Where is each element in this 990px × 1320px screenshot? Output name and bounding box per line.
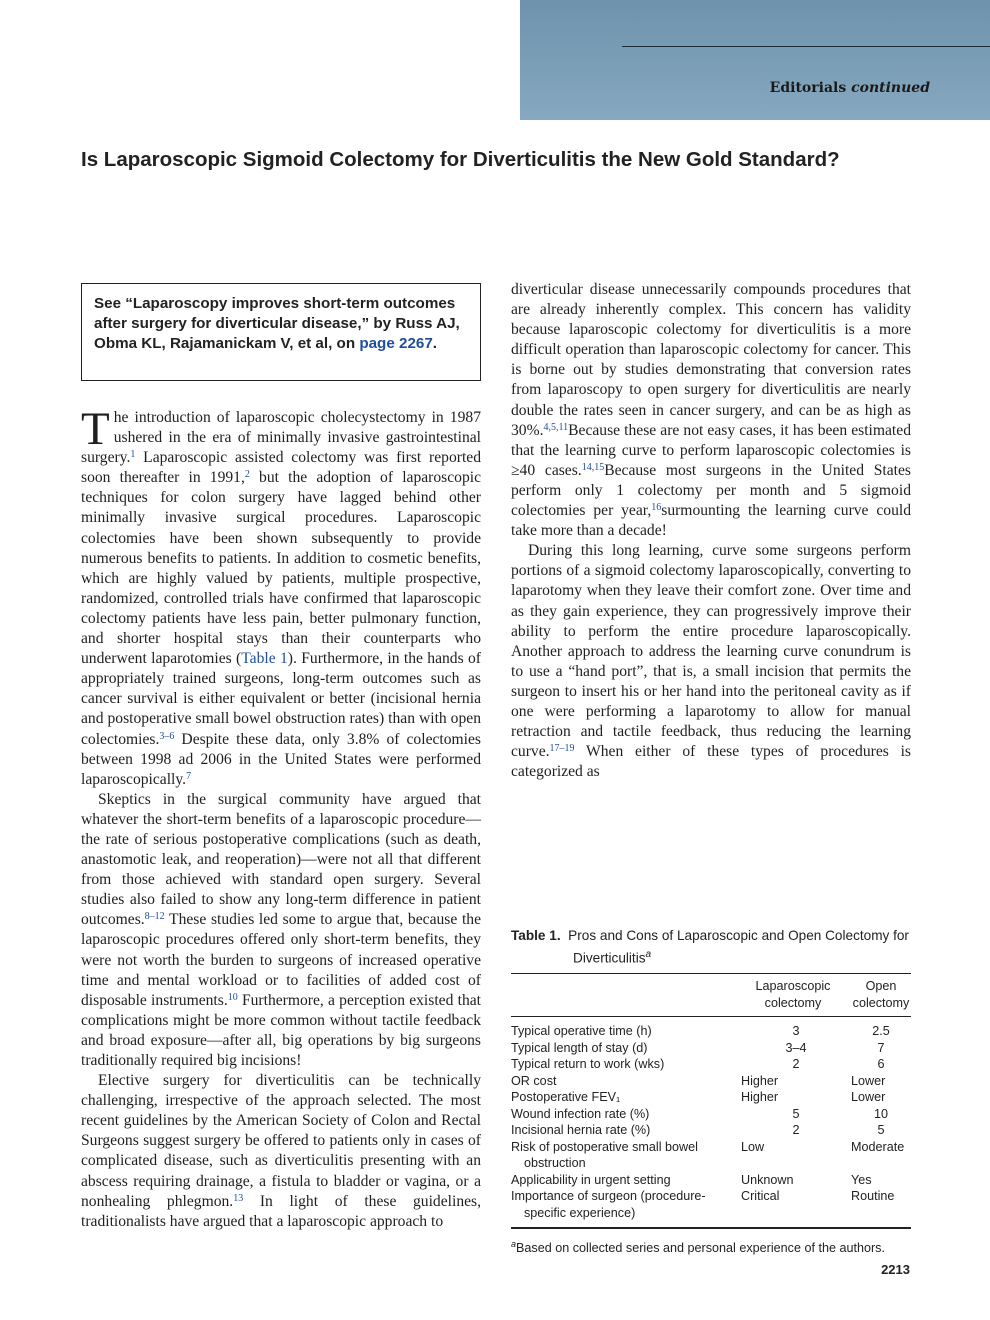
table-cell-laparoscopic: Unknown xyxy=(741,1172,794,1187)
p3-text-b: In light of these guidelines, traditionalists have argued that a laparoscopic approach to xyxy=(81,1192,481,1230)
table-row xyxy=(511,1089,911,1106)
p1-text-d: ). Furthermore, in the hands of appropriately trained surgeons, long-term outcomes such as cancer survival is either equivalent or better (incisional hernia and postoperative small bowel obstruction rates) than with open colectomies. xyxy=(81,650,481,748)
table-footnote xyxy=(511,1236,911,1256)
table-cell-label: Risk of postoperative small bowel obstruction xyxy=(511,1139,698,1171)
table-cell-label: Postoperative FEV₁ xyxy=(511,1090,621,1105)
table-cell-open: Moderate xyxy=(851,1139,905,1154)
table-cell-label: Typical operative time (h) xyxy=(511,1024,652,1039)
table-cell-open: Lower xyxy=(851,1073,886,1088)
table-cell-laparoscopic: Higher xyxy=(741,1073,779,1088)
table-row xyxy=(511,1106,911,1123)
table-row xyxy=(511,1073,911,1090)
table-cell-label: Importance of surgeon (procedure-specific experience) xyxy=(511,1189,706,1220)
p1-text-c: but the adoption of laparoscopic techniques for colon surgery have lagged behind other minimally invasive surgical procedures. Laparoscopic colectomies have been shown subsequently to provide numerous benefits to patients. In addition to cosmetic benefits, which are highly valued by patients, multiple prospective, randomized, controlled trials have confirmed that laparoscopic colectomy patients have less pain, better pulmonary function, and shorter hospital stays than their counterparts who underwent laparotomies ( xyxy=(81,469,481,668)
running-head xyxy=(770,80,930,96)
table-footnote-text: Based on collected series and personal experience of the authors. xyxy=(516,1240,885,1255)
ref-link[interactable]: 17–19 xyxy=(549,743,575,755)
table-caption xyxy=(511,926,911,968)
table-label: Table 1. xyxy=(511,928,561,943)
table-cell-open: 7 xyxy=(877,1040,885,1055)
table-cell-label: Wound infection rate (%) xyxy=(511,1106,650,1121)
table-cell-open: 6 xyxy=(877,1057,885,1072)
table-cell-laparoscopic: 5 xyxy=(792,1106,800,1121)
paragraph-4 xyxy=(511,541,911,782)
table-caption-sup: a xyxy=(645,949,652,960)
see-also-text: See “Laparoscopy improves short-term outcomes after surgery for diverticular disease,” by Russ AJ, Obma KL, Rajamanickam V, et al, on xyxy=(94,295,460,352)
paragraph-3 xyxy=(81,1071,481,1232)
table-header-open: Open colectomy xyxy=(852,979,910,1011)
right-column xyxy=(511,280,911,782)
running-head-main: Editorials xyxy=(769,80,847,96)
header-rule xyxy=(622,46,990,47)
table-row xyxy=(511,1172,911,1189)
article-title: Is Laparoscopic Sigmoid Colectomy for Diverticulitis the New Gold Standard? xyxy=(81,148,840,171)
ref-link[interactable]: 1 xyxy=(130,449,136,461)
ref-link[interactable]: 4,5,11 xyxy=(543,421,569,433)
ref-link[interactable]: 7 xyxy=(186,770,192,782)
table-body xyxy=(511,1023,911,1221)
table-row xyxy=(511,1023,911,1040)
ref-link[interactable]: 13 xyxy=(233,1192,244,1204)
see-also-page-link[interactable]: page 2267 xyxy=(359,335,433,352)
table-header-blank xyxy=(511,974,735,1016)
p3-text-a: Elective surgery for diverticulitis can be technically challenging, irrespective of the approach selected. The most recent guidelines by the American Society of Colon and Rectal Surgeons suggest surgery be offered to patients only in cases of complicated disease, such as diverticulitis presenting with an abscess requiring drainage, a fistula to bladder or vagina, or a nonhealing phlegmon. xyxy=(81,1072,481,1210)
ref-link[interactable]: 8–12 xyxy=(144,911,165,923)
p2-text-b: These studies led some to argue that, because the laparoscopic procedures offered only short-term benefits, they were not worth the burden to surgeons of increased operative time and mental workload or to facilities of added cost of disposable instruments. xyxy=(81,911,481,1009)
p1-text-b: Laparoscopic assisted colectomy was first reported soon thereafter in 1991, xyxy=(81,449,481,487)
p2-text-a: Skeptics in the surgical community have argued that whatever the short-term benefits of a laparoscopic procedure—the rate of serious postoperative complications (such as death, anastomotic leak, and reoperation)—were not all that different from those achieved with standard open surgery. Several studies also failed to show any long-term difference in patient outcomes. xyxy=(81,790,481,929)
ref-link[interactable]: 2 xyxy=(244,469,250,481)
header-band xyxy=(520,0,990,120)
paragraph-3-cont xyxy=(511,280,911,541)
table-cell-open: 2.5 xyxy=(872,1024,890,1039)
table-cell-open: 10 xyxy=(873,1106,888,1121)
table-footnote-sup: a xyxy=(511,1238,517,1249)
p3-text-c: Because these are not easy cases, it has been estimated that the learning curve to perform laparoscopic colectomies is ≥40 cases. xyxy=(511,421,911,479)
table-row xyxy=(511,1122,911,1139)
table-cell-laparoscopic: 2 xyxy=(792,1123,800,1138)
table-cell-open: Routine xyxy=(851,1189,895,1204)
drop-cap: T xyxy=(81,403,110,455)
table-cell-label: Incisional hernia rate (%) xyxy=(511,1123,651,1138)
p3-text-e: surmounting the learning curve could take more than a decade! xyxy=(511,502,911,540)
table-cell-label: Applicability in urgent setting xyxy=(511,1172,671,1187)
table-grid xyxy=(511,974,911,1221)
page-number: 2213 xyxy=(881,1262,910,1277)
left-column xyxy=(81,403,481,1232)
table-header-rule xyxy=(511,1016,911,1017)
ref-link[interactable]: 14,15 xyxy=(581,461,605,473)
p1-text-a: he introduction of laparoscopic cholecystectomy in 1987 ushered in the era of minimally invasive gastrointestinal surgery. xyxy=(81,409,481,467)
table-cell-open: Yes xyxy=(851,1172,872,1187)
table-row xyxy=(511,1040,911,1057)
table-caption-text: Pros and Cons of Laparoscopic and Open Colectomy for Diverticulitis xyxy=(568,928,909,966)
p2-text-c: Furthermore, a perception existed that complications might be more common without tactile feedback and broad exposure—after all, big operations by big surgeons traditionally required big incisions! xyxy=(81,991,481,1069)
paragraph-2 xyxy=(81,790,481,1071)
table-cell-label: Typical length of stay (d) xyxy=(511,1040,648,1055)
table-cell-open: Lower xyxy=(851,1090,886,1105)
p3-text-b: diverticular disease unnecessarily compounds procedures that are already inherently complex. This concern has validity because laparoscopic colectomy for diverticulitis is a more difficult operation than laparoscopic colectomy for cancer. This is borne out by studies demonstrating that conversion rates from laparoscopy to open surgery for diverticulitis are nearly double the rates seen in cancer surgery, and can be as high as 30%. xyxy=(511,281,911,439)
ref-link[interactable]: 10 xyxy=(227,991,238,1003)
see-also-box xyxy=(81,283,481,381)
p3-text-d: Because most surgeons in the United States perform only 1 colectomy per month and 5 sigmoid colectomies per year, xyxy=(511,461,911,520)
see-also-end: . xyxy=(432,335,438,352)
table-cell-laparoscopic: 3–4 xyxy=(785,1040,807,1055)
table-1 xyxy=(511,926,911,1256)
ref-link[interactable]: 16 xyxy=(651,502,662,514)
table-cell-label: Typical return to work (wks) xyxy=(511,1057,665,1072)
table-row xyxy=(511,1139,911,1172)
table-cell-laparoscopic: Higher xyxy=(741,1090,779,1105)
table-bottom-rule xyxy=(511,1227,911,1229)
p4-text-b: When either of these types of procedures is categorized as xyxy=(511,743,911,781)
p4-text-a: During this long learning, curve some surgeons perform portions of a sigmoid colectomy laparoscopically, converting to laparotomy when they leave their comfort zone. Over time and as they gain experience, they can progressively improve their ability to perform the entire procedure laparoscopically. Another approach to address the learning curve conundrum is to use a “hand port”, that is, a small incision that permits the surgeon to insert his or her hand into the peritoneal cavity as if one were performing a laparotomy to allow for manual retraction and tactile feedback, thus reducing the learning curve. xyxy=(511,542,911,761)
p1-text-e: Despite these data, only 3.8% of colectomies between 1998 ad 2006 in the United States were performed laparoscopically. xyxy=(81,730,481,788)
table-cell-laparoscopic: Critical xyxy=(741,1189,780,1204)
table-header-row xyxy=(511,974,911,1016)
table-cell-open: 5 xyxy=(877,1123,885,1138)
table-cell-label: OR cost xyxy=(511,1073,557,1088)
table-cell-laparoscopic: 2 xyxy=(792,1057,800,1072)
table-cell-laparoscopic: 3 xyxy=(792,1024,800,1039)
table-header-laparoscopic: Laparoscopic colectomy xyxy=(755,979,831,1011)
table-1-link[interactable]: Table 1 xyxy=(241,650,288,668)
table-row xyxy=(511,1056,911,1073)
table-row xyxy=(511,1188,911,1221)
running-head-italic: continued xyxy=(851,80,930,96)
paragraph-1 xyxy=(81,403,481,790)
ref-link[interactable]: 3–6 xyxy=(159,730,175,742)
table-cell-laparoscopic: Low xyxy=(741,1139,765,1154)
